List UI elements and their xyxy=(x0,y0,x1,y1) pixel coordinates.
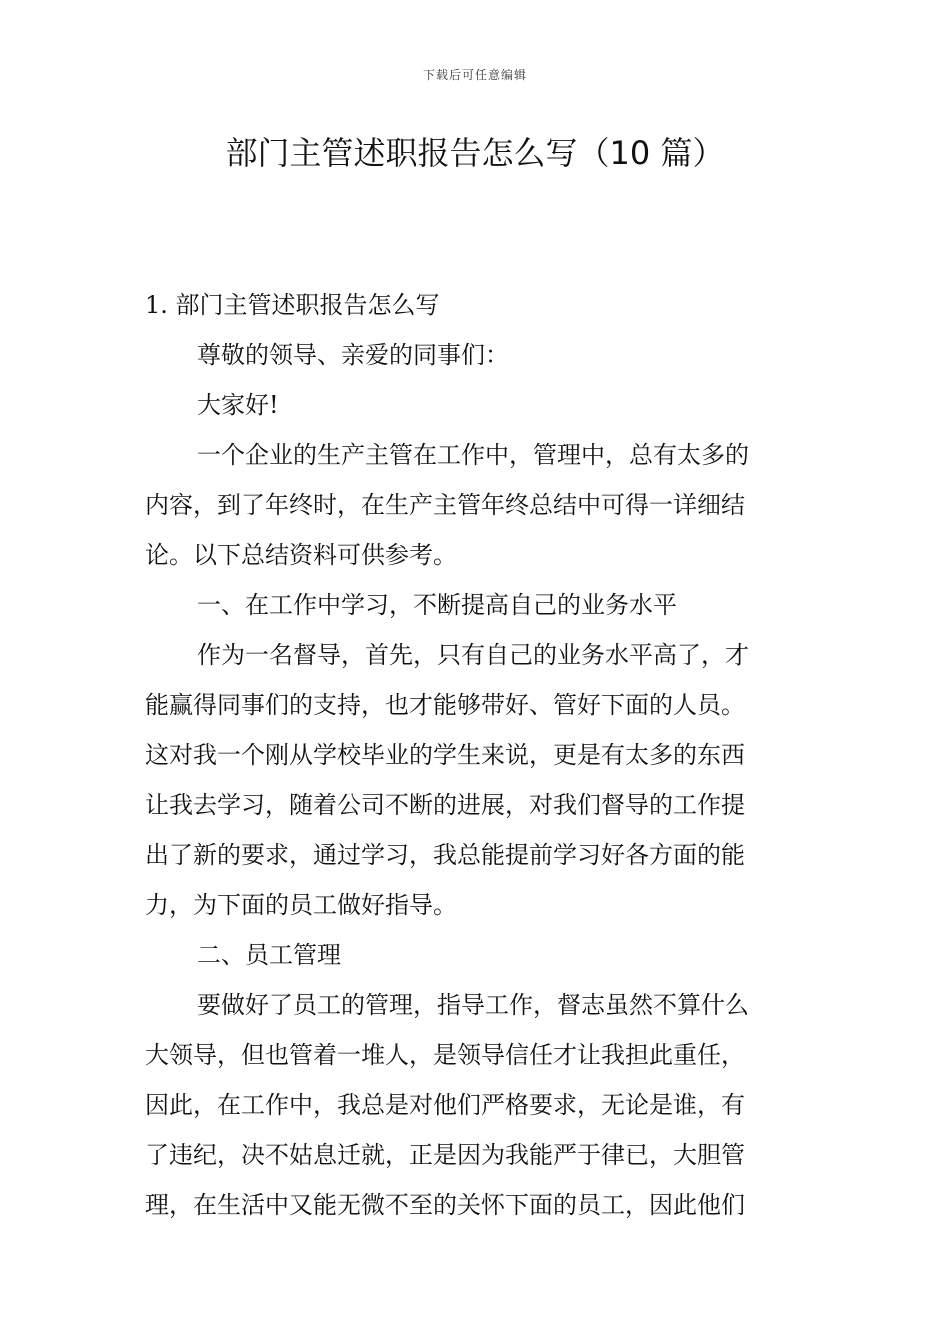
greeting-line: 尊敬的领导、亲爱的同事们： xyxy=(197,341,509,369)
paragraph-line: 论。以下总结资料可供参考。 xyxy=(145,541,457,569)
paragraph-line: 因此，在工作中，我总是对他们严格要求，无论是谁，有 xyxy=(145,1091,745,1119)
document-body xyxy=(145,280,807,1230)
paragraph-line: 作为一名督导，首先，只有自己的业务水平高了，才 xyxy=(197,641,749,669)
paragraph-line: 能赢得同事们的支持，也才能够带好、管好下面的人员。 xyxy=(145,691,745,719)
body-paragraph-two xyxy=(145,980,807,1230)
paragraph-line: 内容，到了年终时，在生产主管年终总结中可得一详细结 xyxy=(145,491,745,519)
hello-line: 大家好! xyxy=(197,391,279,419)
paragraph-line: 这对我一个刚从学校毕业的学生来说，更是有太多的东西 xyxy=(145,741,745,769)
paragraph-line: 一个企业的生产主管在工作中，管理中，总有太多的 xyxy=(197,441,749,469)
subheading-two: 二、员工管理 xyxy=(197,941,341,969)
section-heading: 1. 部门主管述职报告怎么写 xyxy=(145,291,440,319)
paragraph-line: 要做好了员工的管理，指导工作，督志虽然不算什么 xyxy=(197,991,749,1019)
document-title: 部门主管述职报告怎么写（10 篇） xyxy=(225,134,725,172)
paragraph-line: 了违纪，决不姑息迁就，正是因为我能严于律已，大胆管 xyxy=(145,1141,745,1169)
paragraph-line: 大领导，但也管着一堆人，是领导信任才让我担此重任， xyxy=(145,1041,745,1069)
paragraph-line: 力，为下面的员工做好指导。 xyxy=(145,891,457,919)
paragraph-line: 让我去学习，随着公司不断的进展，对我们督导的工作提 xyxy=(145,791,745,819)
intro-paragraph xyxy=(145,430,807,580)
paragraph-line: 理，在生活中又能无微不至的关怀下面的员工，因此他们 xyxy=(145,1191,745,1219)
paragraph-line: 出了新的要求，通过学习，我总能提前学习好各方面的能 xyxy=(145,841,745,869)
subheading-one: 一、在工作中学习，不断提高自己的业务水平 xyxy=(197,591,677,619)
body-paragraph-one xyxy=(145,630,807,930)
header-note: 下载后可任意编辑 xyxy=(422,68,527,82)
